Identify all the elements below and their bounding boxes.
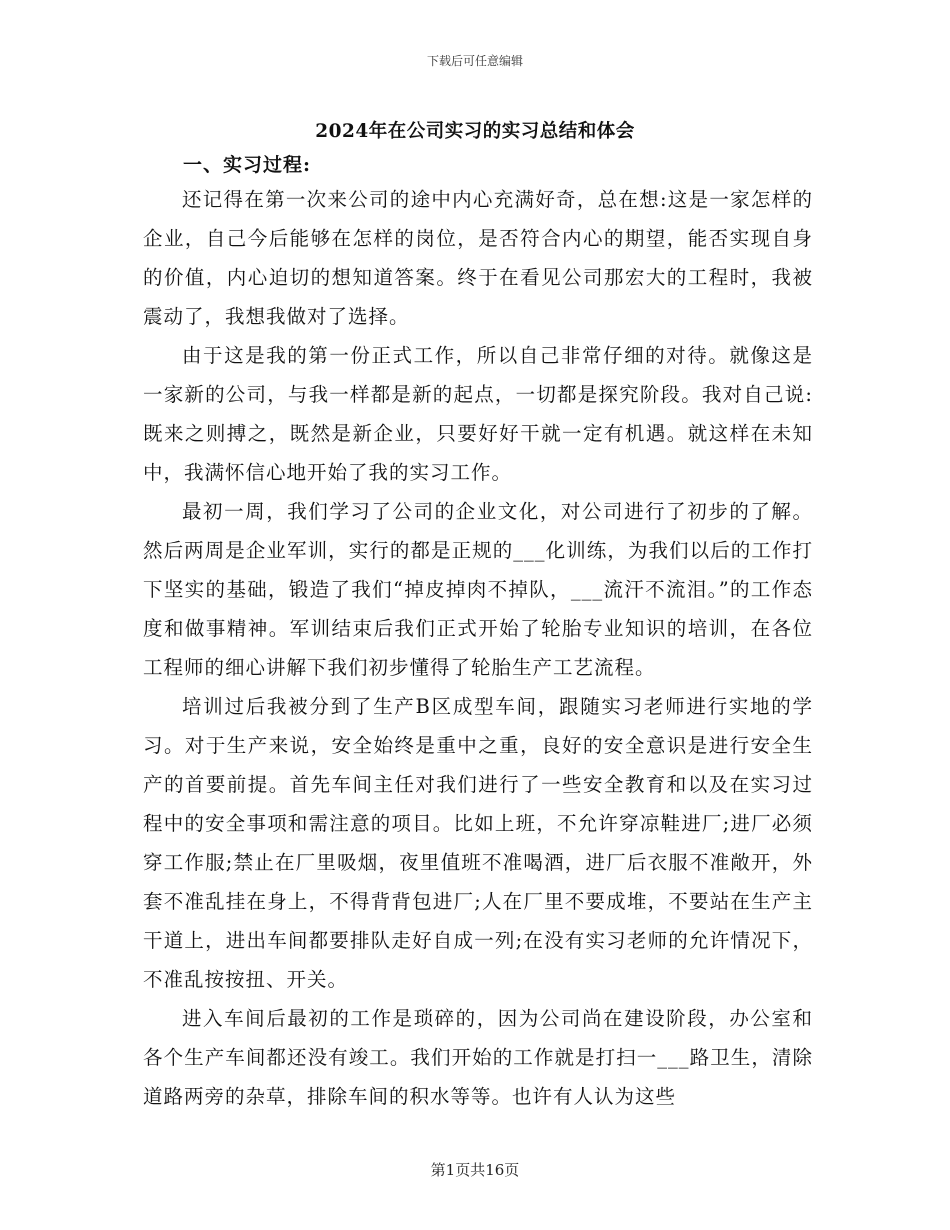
section-heading: 一、实习过程: <box>183 154 312 176</box>
document-title: 2024年在公司实习的实习总结和体会 <box>315 121 635 142</box>
document-body <box>143 180 813 1116</box>
paragraph-2: 由于这是我的第一份正式工作，所以自己非常仔细的对待。就像这是一家新的公司，与我一样都是新的起点，一切都是探究阶段。我对自己说:既来之则搏之，既然是新企业，只要好好干就一定有机遇。就这样在未知中，我满怀信心地开始了我的实习工作。 <box>143 344 813 484</box>
page-header-note: 下载后可任意编辑 <box>426 54 523 68</box>
paragraph-3: 最初一周，我们学习了公司的企业文化，对公司进行了初步的了解。然后两周是企业军训，实行的都是正规的___化训练，为我们以后的工作打下坚实的基础，锻造了我们“掉皮掉肉不掉队，___流汗不流泪。”的工作态度和做事精神。军训结束后我们正式开始了轮胎专业知识的培训，在各位工程师的细心讲解下我们初步懂得了轮胎生产工艺流程。 <box>143 500 813 679</box>
page-number: 第1页共16页 <box>430 1161 520 1179</box>
paragraph-4: 培训过后我被分到了生产B区成型车间，跟随实习老师进行实地的学习。对于生产来说，安全始终是重中之重，良好的安全意识是进行安全生产的首要前提。首先车间主任对我们进行了一些安全教育和以及在实习过程中的安全事项和需注意的项目。比如上班，不允许穿凉鞋进厂;进厂必须穿工作服;禁止在厂里吸烟，夜里值班不准喝酒，进厂后衣服不准敞开，外套不准乱挂在身上，不得背背包进厂;人在厂里不要成堆，不要站在生产主干道上，进出车间都要排队走好自成一列;在没有实习老师的允许情况下，不准乱按按扭、开关。 <box>143 695 813 991</box>
paragraph-5: 进入车间后最初的工作是琐碎的，因为公司尚在建设阶段，办公室和各个生产车间都还没有竣工。我们开始的工作就是打扫一___路卫生，清除道路两旁的杂草，排除车间的积水等等。也许有人认为这些 <box>143 1007 813 1108</box>
paragraph-1: 还记得在第一次来公司的途中内心充满好奇，总在想:这是一家怎样的企业，自己今后能够在怎样的岗位，是否符合内心的期望，能否实现自身的价值，内心迫切的想知道答案。终于在看见公司那宏大的工程时，我被震动了，我想我做对了选择。 <box>143 188 813 328</box>
